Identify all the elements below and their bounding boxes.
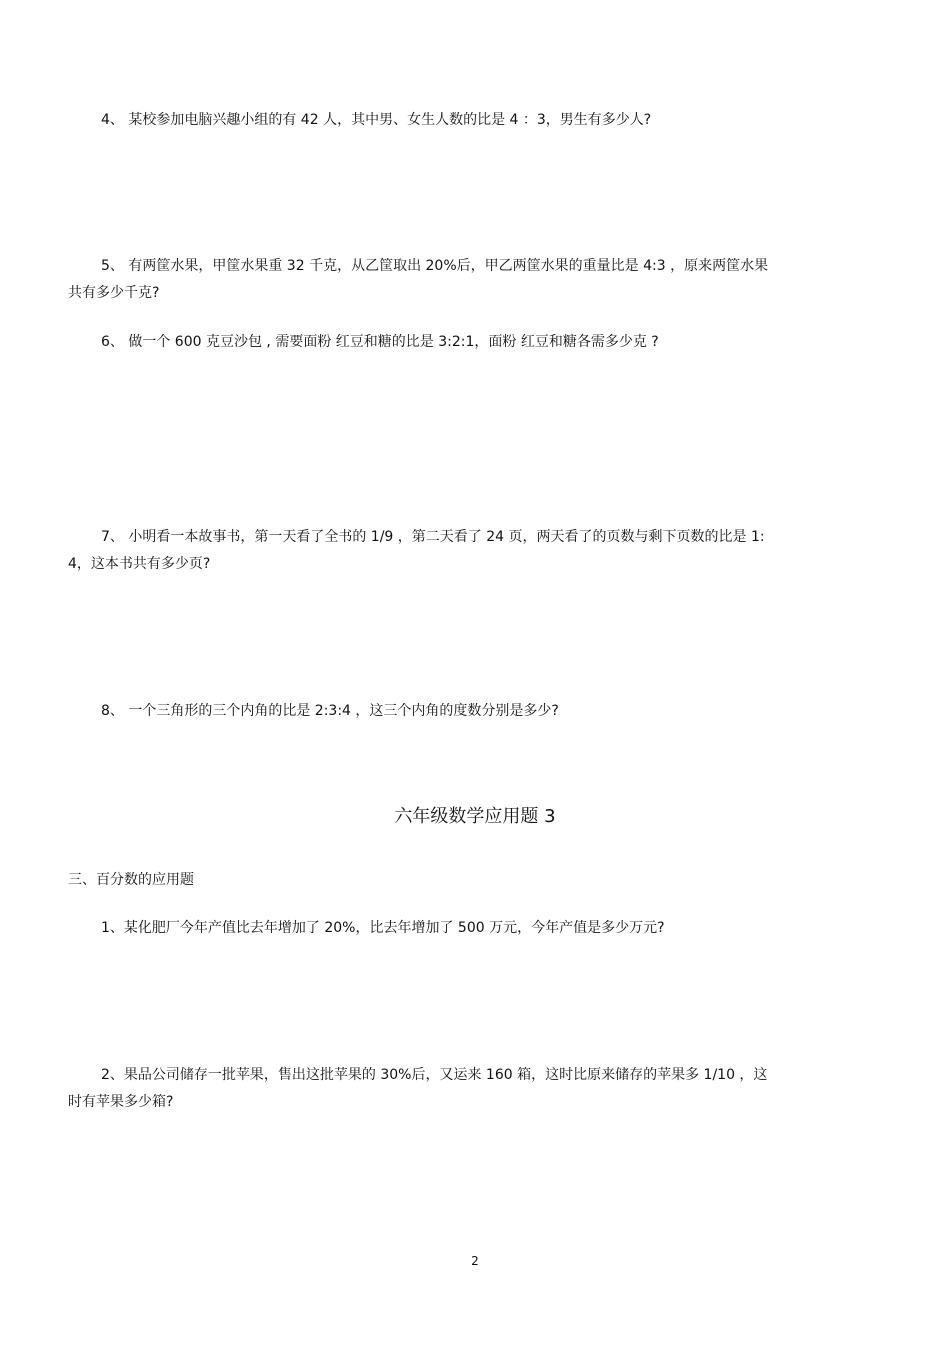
problem-6-line1: 6、 做一个 600 克豆沙包 , 需要面粉 红豆和糖的比是 3:2:1，面粉 红豆和糖各需多少克 ? [101,334,659,350]
percent-problem-2-line1: 2、果品公司储存一批苹果，售出这批苹果的 30%后，又运来 160 箱，这时比原来储存的苹果多 1/10 ，这 [101,1067,768,1083]
section-heading: 三、百分数的应用题 [68,872,194,888]
section-title: 六年级数学应用题 3 [394,806,556,827]
problem-7-line2: 4，这本书共有多少页? [68,556,211,572]
problem-5-line2: 共有多少千克? [68,285,160,301]
problem-8-line1: 8、 一个三角形的三个内角的比是 2:3:4 ，这三个内角的度数分别是多少? [101,703,559,719]
percent-problem-2-line2: 时有苹果多少箱? [68,1094,174,1110]
problem-4-line1: 4、 某校参加电脑兴趣小组的有 42 人，其中男、女生人数的比是 4 ：3，男生有多少人? [101,112,652,128]
percent-problem-1-line1: 1、某化肥厂今年产值比去年增加了 20%，比去年增加了 500 万元，今年产值是多少万元? [101,920,665,936]
page-number: 2 [471,1254,479,1268]
problem-7-line1: 7、 小明看一本故事书，第一天看了全书的 1/9 ，第二天看了 24 页，两天看了的页数与剩下页数的比是 1: [101,529,765,545]
problem-5-line1: 5、 有两筐水果，甲筐水果重 32 千克，从乙筐取出 20%后，甲乙两筐水果的重量比是 4:3 ，原来两筐水果 [101,258,769,274]
